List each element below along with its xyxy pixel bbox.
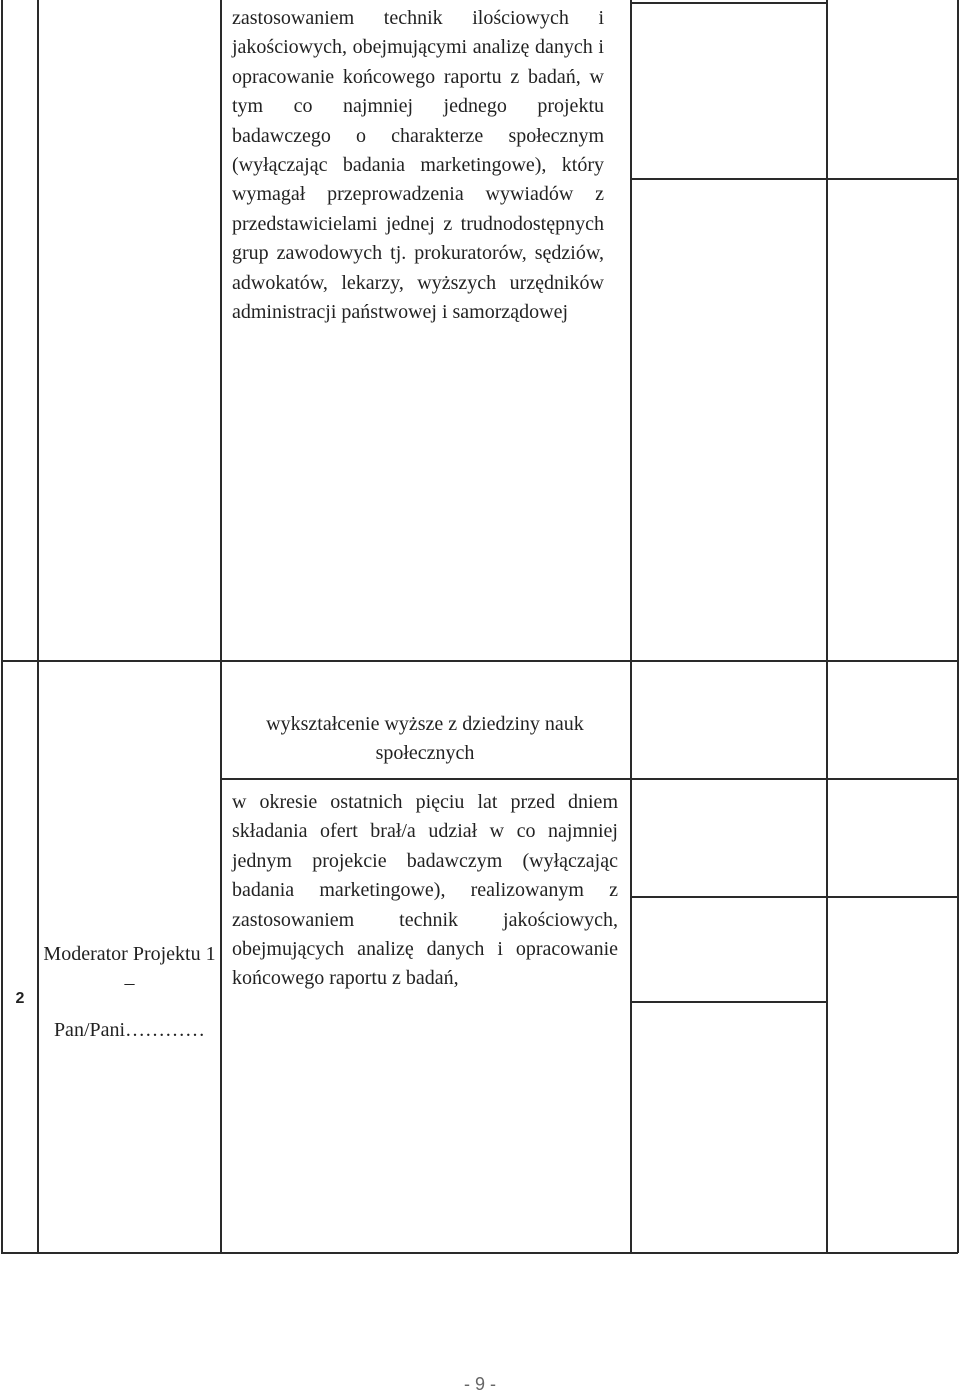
role-name: Moderator Projektu 1 – xyxy=(43,943,216,995)
table-cell-divider-mid xyxy=(630,896,958,898)
table-divider-col4 xyxy=(826,0,828,1253)
table-border-top-right xyxy=(630,2,827,4)
table-divider-col3 xyxy=(630,0,632,1253)
table-row-divider xyxy=(1,660,958,662)
experience-requirement: w okresie ostatnich pięciu lat przed dniem składania ofert brał/a udział w co najmniej jednym projekcie badawczym (wyłączając badania marketingowe), realizowanym z zastosowaniem technik jakościowych, obejmujących analizę danych i opracowanie końcowego raportu z badań, xyxy=(232,791,618,990)
table-border-bottom xyxy=(1,1252,958,1254)
table-divider-col2 xyxy=(220,0,222,1253)
table-cell-divider-right xyxy=(630,178,958,180)
table-border-right xyxy=(957,0,959,1253)
row-number: 2 xyxy=(15,990,25,1007)
table-cell-divider-low xyxy=(630,1001,827,1003)
education-requirement: wykształcenie wyższe z dziedziny nauk społecznych xyxy=(266,713,584,765)
row1-requirements-text: zastosowaniem technik ilościowych i jakościowych, obejmującymi analizę danych i opracowanie końcowego raportu z badań, w tym co najmniej jednego projektu badawczego o charakterze społecznym (wyłączając badania marketingowe), który wymagał przeprowadzenia wywiadów z przedstawicielami jednej z trudnodostępnych grup zawodowych tj. prokuratorów, sędziów, adwokatów, lekarzy, wyższych urzędników administracji państwowej i samorządowej xyxy=(232,7,604,324)
role-person: Pan/Pani………… xyxy=(53,1019,206,1041)
table-subrow-divider xyxy=(220,778,958,780)
table-border-left xyxy=(1,0,3,1253)
table-divider-col1 xyxy=(37,0,39,1253)
page-number: - 9 - xyxy=(463,1374,496,1394)
